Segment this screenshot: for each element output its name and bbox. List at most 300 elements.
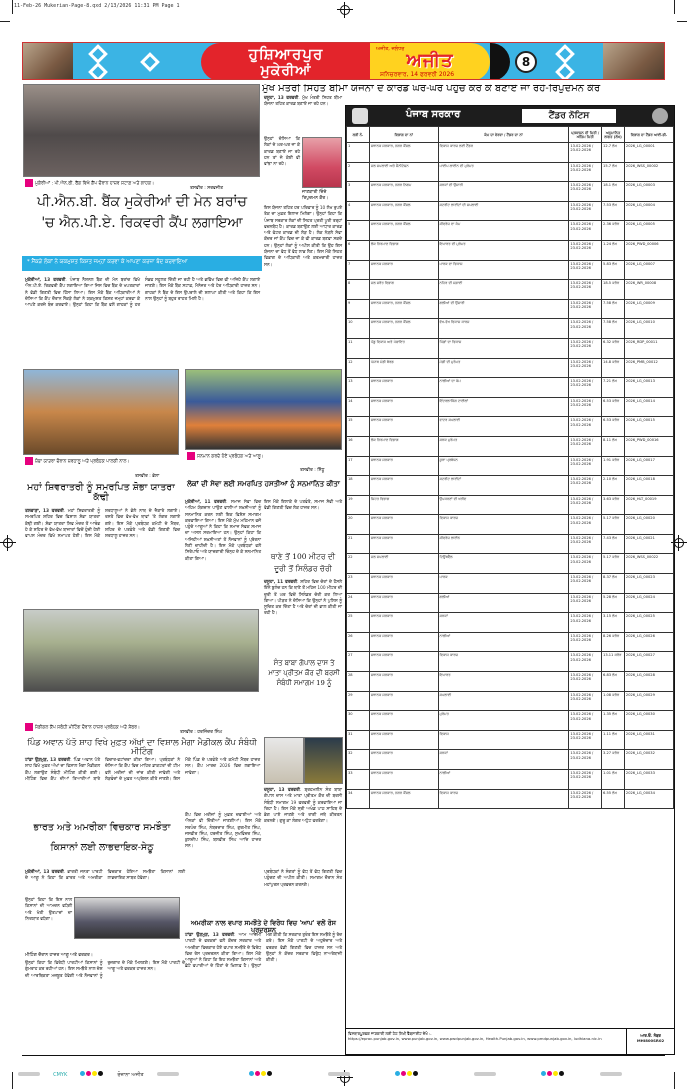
portrait-photo	[302, 137, 342, 188]
col-serial: ਲੜੀ ਨੰ.	[347, 127, 370, 143]
ro-label: ਆਰ.ਓ. ਨੰਬਰ	[640, 1033, 661, 1038]
thief-headline-line2: ਦੂਰੀ ਤੋਂ ਸਿਲੰਡਰ ਚੋਰੀ	[274, 564, 332, 573]
diamond-pattern-icon	[555, 62, 575, 80]
trade-headline-line2: ਕਿਸਾਨਾਂ ਲਈ ਲਾਭਦਾਇਕ-ਸੇਠੂ	[50, 842, 154, 853]
cell-work: ਵਿਕਾਸ	[438, 730, 569, 750]
page-number-badge: 8	[515, 51, 537, 73]
tender-notice-label: ਟੈਂਡਰ ਨੋਟਿਸ	[522, 109, 616, 123]
punjab-emblem-icon	[352, 108, 368, 124]
cell-cost: 1.91 ਕਰੋੜ	[602, 456, 625, 476]
cell-serial: 15	[347, 417, 370, 437]
cell-serial: 21	[347, 534, 370, 554]
cell-dates: 13.02.2026 / 23.02.2026	[569, 221, 602, 241]
tender-footer	[346, 1028, 674, 1054]
cell-department: ਸਥਾਨਕ ਸਰਕਾਰ, ਨਗਰ ਕੌਂਸਲ	[369, 299, 438, 319]
cell-tender-id: 2026_LG_00010	[624, 319, 673, 339]
camp-photo-caption: ਮੈਡੀਕਲ ਕੈਂਪ ਸਬੰਧੀ ਮੀਟਿੰਗ ਦੌਰਾਨ ਹਾਜ਼ਰ ਪ੍ਰਬੰਧਕ ਅਤੇ ਮੈਂਬਰ।	[25, 723, 255, 732]
black-dot-icon	[267, 1071, 272, 1076]
tender-row	[347, 240, 674, 260]
cell-work: ਪਾਈਪ ਲਾਈਨ ਦੀ ਮੁਰੰਮਤ	[438, 162, 569, 182]
cell-work: ਸਟਰੀਟ ਲਾਈਟਾਂ	[438, 476, 569, 496]
cell-serial: 12	[347, 358, 370, 378]
cell-serial: 2	[347, 162, 370, 182]
cell-tender-id: 2026_LG_00015	[624, 417, 673, 437]
tender-row	[347, 456, 674, 476]
trade-photo-caption: ਮੀਟਿੰਗ ਦੌਰਾਨ ਹਾਜ਼ਰ ਆਗੂ ਅਤੇ ਵਰਕਰ।	[25, 953, 93, 958]
tender-footer-links: https://eproc.punjab.gov.in, www.punjab.gov.in, www.pwdpunjab.gov.in, Health.Punjab.gov.in, www.pmdpunjab.gov.in, ludhiana.nic.in	[348, 1036, 602, 1041]
shivratri-photo-caption: ਸ਼ੋਭਾ ਯਾਤਰਾ ਦੌਰਾਨ ਸ਼ਰਧਾਲੂ ਅਤੇ ਪ੍ਰਬੰਧਕ ਪਾਲਕੀ ਨਾਲ।	[25, 457, 179, 466]
cell-department: ਸਥਾਨਕ ਸਰਕਾਰ, ਨਗਰ ਕੌਂਸਲ	[369, 143, 438, 163]
cell-dates: 13.02.2026 / 23.02.2026	[569, 593, 602, 613]
cell-department: ਸਥਾਨਕ ਸਰਕਾਰ	[369, 711, 438, 731]
magenta-dot-icon	[86, 1071, 91, 1076]
cell-department: ਲੋਕ ਨਿਰਮਾਣ ਵਿਭਾਗ	[369, 240, 438, 260]
cell-department: ਸਥਾਨਕ ਸਰਕਾਰ	[369, 593, 438, 613]
cell-work: ਨਾਲੀਆਂ ਦਾ ਕੰਮ	[438, 378, 569, 398]
honour-headline: ਲੋਕਾਂ ਦੀ ਸੇਵਾ ਲਈ ਸਮਰਪਿਤ ਹਸਤੀਆਂ ਨੂੰ ਸਨਮਾਨਿਤ ਕੀਤਾ	[187, 479, 340, 488]
cell-tender-id: 2026_LG_00003	[624, 182, 673, 202]
col-work: ਕੰਮ ਦਾ ਵੇਰਵਾ / ਟੈਂਡਰ ਦਾ ਨਾਂ	[438, 127, 569, 143]
cell-cost: 8.11 ਲੱਖ	[602, 436, 625, 456]
cell-serial: 4	[347, 201, 370, 221]
cell-tender-id: 2026_LG_00030	[624, 711, 673, 731]
tender-row	[347, 280, 674, 300]
pnb-photo-caption: ਮੁਕੇਰੀਆਂ : ਪੀ.ਐਨ.ਬੀ. ਬੈਂਕ ਵਿਖੇ ਕੈਂਪ ਦੌਰਾਨ ਹਾਜ਼ਰ ਸਟਾਫ਼ ਅਤੇ ਗਾਹਕ।	[25, 179, 258, 188]
tender-row	[347, 554, 674, 574]
cell-tender-id: 2026_LG_00005	[624, 221, 673, 241]
cell-cost: 6.53 ਕਰੋੜ	[602, 417, 625, 437]
tender-row	[347, 672, 674, 692]
black-dot-icon	[413, 1071, 418, 1076]
cell-department: ਸਥਾਨਕ ਸਰਕਾਰ	[369, 476, 438, 496]
cell-cost: 7.21 ਲੱਖ	[602, 378, 625, 398]
masthead-arc	[490, 43, 510, 80]
col-department: ਵਿਭਾਗ ਦਾ ਨਾਂ	[369, 127, 438, 143]
issue-date: ਸ਼ਨਿਚਰਵਾਰ, 14 ਫਰਵਰੀ 2026	[380, 71, 455, 78]
cell-cost: 18.1 ਲੱਖ	[602, 182, 625, 202]
col-dates: ਪ੍ਰਕਾਸ਼ਨ ਦੀ ਮਿਤੀ / ਅੰਤਿਮ ਮਿਤੀ	[569, 127, 602, 143]
cell-department: ਸਥਾਨਕ ਸਰਕਾਰ	[369, 515, 438, 535]
cell-tender-id: 2026_PWD_00006	[624, 240, 673, 260]
diamond-pattern-icon	[140, 52, 160, 72]
cell-tender-id: 2026_LG_00023	[624, 574, 673, 594]
cell-dates: 13.02.2026 / 23.02.2026	[569, 534, 602, 554]
cell-dates: 13.02.2026 / 23.02.2026	[569, 476, 602, 496]
cell-department: ਸਥਾਨਕ ਸਰਕਾਰ	[369, 456, 438, 476]
crop-mark	[12, 0, 13, 14]
registration-color-bar	[18, 1061, 678, 1078]
samagam-headline-line3: ਸੰਬੰਧੀ ਸਮਾਗਮ 19 ਨੂੰ	[276, 679, 332, 687]
cell-department: ਸਥਾਨਕ ਸਰਕਾਰ, ਨਗਰ ਕੌਂਸਲ	[369, 319, 438, 339]
cell-cost: 12.7 ਲੱਖ	[602, 143, 625, 163]
yellow-dot-icon	[261, 1071, 266, 1076]
cell-work: ਵਾਟਰ ਸਪਲਾਈ	[438, 417, 569, 437]
cell-serial: 9	[347, 299, 370, 319]
tender-table	[346, 126, 674, 809]
cell-work: ਸੀਵਰੇਜ ਦਾ ਕੰਮ	[438, 221, 569, 241]
cell-work: ਨਾਲੀਆਂ	[438, 632, 569, 652]
cell-dates: 13.02.2026 / 23.02.2026	[569, 436, 602, 456]
black-dot-icon	[559, 1071, 564, 1076]
tender-row	[347, 221, 674, 241]
cell-tender-id: 2026_LG_00013	[624, 378, 673, 398]
cell-serial: 32	[347, 750, 370, 770]
cell-tender-id: 2026_LG_00025	[624, 613, 673, 633]
tender-row	[347, 319, 674, 339]
cell-serial: 10	[347, 319, 370, 339]
cell-department: ਜਲ ਸਪਲਾਈ ਅਤੇ ਸੈਨੀਟੇਸ਼ਨ	[369, 162, 438, 182]
honour-body-cont: ਇਸ ਮੌਕੇ ਇਲਾਕੇ ਦੇ ਪਤਵੰਤੇ, ਸਮਾਜ ਸੇਵੀ ਅਤੇ ਵੱਡੀ ਗਿਣਤੀ ਵਿਚ ਲੋਕ ਹਾਜ਼ਰ ਸਨ।	[264, 500, 342, 512]
medical-camp-meeting-photo	[23, 609, 259, 692]
tender-row	[347, 770, 674, 790]
cell-cost: 5.28 ਲੱਖ	[602, 593, 625, 613]
tender-footer-note: ਵਿਸਥਾਰਪੂਰਵਕ ਜਾਣਕਾਰੀ ਲਈ ਹੇਠ ਲਿਖੀ ਵੈੱਬਸਾਈਟ ਦੇਖੋ :-	[348, 1031, 432, 1036]
cell-serial: 24	[347, 593, 370, 613]
cell-dates: 13.02.2026 / 23.02.2026	[569, 632, 602, 652]
cell-department: ਸਥਾਨਕ ਸਰਕਾਰ	[369, 672, 438, 692]
cell-cost: 2.10 ਲੱਖ	[602, 476, 625, 496]
cell-dates: 13.02.2026 / 23.02.2026	[569, 358, 602, 378]
cell-department: ਲੋਕ ਨਿਰਮਾਣ ਵਿਭਾਗ	[369, 436, 438, 456]
cell-work: ਵਿਕਾਸ ਕਾਰਜ	[438, 652, 569, 672]
cell-cost: 6.83 ਲੱਖ	[602, 672, 625, 692]
cell-dates: 13.02.2026 / 23.02.2026	[569, 515, 602, 535]
cell-dates: 13.02.2026 / 23.02.2026	[569, 319, 602, 339]
cell-tender-id: 2026_LG_00020	[624, 515, 673, 535]
caption-marker	[25, 179, 33, 187]
cell-tender-id: 2026_LG_00024	[624, 593, 673, 613]
cell-tender-id: 2026_LG_00026	[624, 632, 673, 652]
cell-cost: 1.35 ਲੱਖ	[602, 711, 625, 731]
masthead-brand-block	[370, 43, 490, 80]
city-name-line1: ਹੁਸ਼ਿਆਰਪੁਰ	[248, 45, 324, 63]
print-slug: 11-Feb-26 Mukerian-Page-8.qxd 2/13/2026 11:31 PM Page 1	[14, 3, 180, 9]
shivratri-body: ਤਲਵਾੜਾ, 13 ਫਰਵਰੀ. ਮਹਾਂ ਸ਼ਿਵਰਾਤਰੀ ਨੂੰ ਸਮਰਪਿਤ ਸ਼ਹਿਰ ਵਿਚ ਵਿਸ਼ਾਲ ਸ਼ੋਭਾ ਯਾਤਰਾ ਕੱਢੀ ਗਈ। ਸ਼ੋਭਾ ਯਾਤਰਾ ਸ਼ਿਵ ਮੰਦਰ ਤੋਂ ਆਰੰਭ ਹੋ ਕੇ ਸ਼ਹਿਰ ਦੇ ਵੱਖ-ਵੱਖ ਬਾਜ਼ਾਰਾਂ ਵਿਚੋਂ ਹੁੰਦੀ ਹੋਈ ਵਾਪਸ ਮੰਦਰ ਵਿਖੇ ਸਮਾਪਤ ਹੋਈ। ਇਸ ਮੌਕੇ ਸ਼ਰਧਾਲੂਆਂ ਨੇ ਭੋਲੇ ਨਾਥ ਦੇ ਜੈਕਾਰੇ ਲਗਾਏ। ਰਸਤੇ ਵਿਚ ਵੱਖ-ਵੱਖ ਥਾਵਾਂ 'ਤੇ ਲੰਗਰ ਲਗਾਏ ਗਏ। ਇਸ ਮੌਕੇ ਪ੍ਰਬੰਧਕ ਕਮੇਟੀ ਦੇ ਮੈਂਬਰ, ਸ਼ਹਿਰ ਦੇ ਪਤਵੰਤੇ ਅਤੇ ਵੱਡੀ ਗਿਣਤੀ ਵਿਚ ਸ਼ਰਧਾਲੂ ਹਾਜ਼ਰ ਸਨ।	[25, 509, 180, 540]
cell-work: ਸੜਕਾਂ ਦੀ ਉਸਾਰੀ	[438, 182, 569, 202]
tender-row	[347, 515, 674, 535]
camp-photo-credit: ਤਸਵੀਰ : ਹਰਜਿੰਦਰ ਸਿੰਘ	[180, 730, 223, 735]
shivratri-headline: ਮਹਾਂ ਸ਼ਿਵਰਾਤਰੀ ਨੂੰ ਸਮਰਪਿਤ ਸ਼ੋਭਾ ਯਾਤਰਾ ਕੱਢੀ	[27, 482, 175, 503]
magenta-dot-icon	[255, 1071, 260, 1076]
portrait-photo-man	[264, 737, 304, 784]
registration-mark-icon	[0, 535, 16, 551]
cell-dates: 13.02.2026 / 23.02.2026	[569, 162, 602, 182]
honour-photo-caption: ਸਨਮਾਨ ਕਰਦੇ ਹੋਏ ਪ੍ਰਬੰਧਕ ਅਤੇ ਆਗੂ।	[187, 452, 342, 461]
tender-ro-box	[626, 1029, 674, 1054]
tender-row	[347, 201, 674, 221]
aap-headline: ਅਮਰੀਕਾ ਨਾਲ ਵਪਾਰ ਸਮਝੌਤੇ ਦੇ ਵਿਰੋਧ ਵਿਚ 'ਆਪ' ਵਲੋਂ ਰੋਸ ਪ੍ਰਦਰਸ਼ਨ	[190, 919, 337, 934]
tender-row	[347, 789, 674, 809]
black-dot-icon	[98, 1071, 103, 1076]
cell-department: ਸਥਾਨਕ ਸਰਕਾਰ	[369, 260, 438, 280]
cell-tender-id: 2026_LG_00014	[624, 397, 673, 417]
cell-work: ਸੜਕਾਂ	[438, 613, 569, 633]
cell-work: ਕੂੜਾ ਪ੍ਰਬੰਧਨ	[438, 456, 569, 476]
tender-row	[347, 750, 674, 770]
cell-tender-id: 2026_LG_00028	[624, 672, 673, 692]
aap-body: ਟਾਂਡਾ ਉੜਮੁੜ, 13 ਫਰਵਰੀ. ਆਮ ਆਦਮੀ ਪਾਰਟੀ ਦੇ ਵਰਕਰਾਂ ਵਲੋਂ ਕੇਂਦਰ ਸਰਕਾਰ ਅਤੇ ਅਮਰੀਕਾ ਵਿਚਕਾਰ ਹੋਏ ਵਪਾਰ ਸਮਝੌਤੇ ਦੇ ਵਿਰੋਧ ਵਿਚ ਰੋਸ ਪ੍ਰਦਰਸ਼ਨ ਕੀਤਾ ਗਿਆ। ਇਸ ਮੌਕੇ ਆਗੂਆਂ ਨੇ ਕਿਹਾ ਕਿ ਇਹ ਸਮਝੌਤਾ ਕਿਸਾਨਾਂ ਅਤੇ ਛੋਟੇ ਵਪਾਰੀਆਂ ਦੇ ਹਿੱਤਾਂ ਦੇ ਖ਼ਿਲਾਫ਼ ਹੈ। ਉਨ੍ਹਾਂ ਮੰਗ ਕੀਤੀ ਕਿ ਸਰਕਾਰ ਤੁਰੰਤ ਇਸ ਸਮਝੌਤੇ ਨੂੰ ਰੱਦ ਕਰੇ। ਇਸ ਮੌਕੇ ਪਾਰਟੀ ਦੇ ਅਹੁਦੇਦਾਰ ਅਤੇ ਵਰਕਰ ਵੱਡੀ ਗਿਣਤੀ ਵਿਚ ਹਾਜ਼ਰ ਸਨ ਅਤੇ ਉਨ੍ਹਾਂ ਨੇ ਕੇਂਦਰ ਸਰਕਾਰ ਵਿਰੁੱਧ ਨਾਅਰੇਬਾਜ਼ੀ ਕੀਤੀ।	[185, 933, 342, 970]
tender-row	[347, 495, 674, 515]
cell-cost: 18.5 ਕਰੋੜ	[602, 280, 625, 300]
tender-issuer: ਪੰਜਾਬ ਸਰਕਾਰ	[406, 109, 461, 120]
ro-code: MHI800SR02	[636, 1038, 665, 1043]
paper-label: ਰੋਜ਼ਾਨਾ ਅਜੀਤ	[117, 1072, 144, 1078]
diamond-pattern-icon	[88, 44, 108, 64]
cell-tender-id: 2026_LG_00009	[624, 299, 673, 319]
cell-work: ਸੀਵਰੇਜ ਲਾਈਨ	[438, 534, 569, 554]
honour-photo-credit: ਤਸਵੀਰ : ਸਿੱਧੂ	[300, 468, 325, 473]
cell-work: ਸੜਕਾਂ	[438, 750, 569, 770]
cell-serial: 14	[347, 397, 370, 417]
tender-row	[347, 534, 674, 554]
cell-serial: 26	[347, 632, 370, 652]
cell-tender-id: 2026_WSS_00002	[624, 162, 673, 182]
cell-cost: 6.55 ਲੱਖ	[602, 789, 625, 809]
cell-tender-id: 2026_LG_00017	[624, 456, 673, 476]
portrait-photo-woman	[304, 737, 343, 784]
cell-cost: 14.8 ਕਰੋੜ	[602, 358, 625, 378]
cell-tender-id: 2026_LG_00007	[624, 260, 673, 280]
cell-work: ਉਪਕਰਣਾਂ ਦੀ ਖਰੀਦ	[438, 495, 569, 515]
cell-dates: 13.02.2026 / 23.02.2026	[569, 691, 602, 711]
yellow-dot-icon	[92, 1071, 97, 1076]
newspaper-logo: ਅਜੀਤ	[406, 50, 454, 71]
tender-notice	[345, 105, 675, 1055]
cell-work: ਵੱਖ-ਵੱਖ ਵਿਕਾਸ ਕਾਰਜ	[438, 319, 569, 339]
cell-work: ਮੁਰੰਮਤ	[438, 711, 569, 731]
tender-table-header	[347, 127, 674, 143]
cell-dates: 13.02.2026 / 23.02.2026	[569, 789, 602, 809]
cell-serial: 5	[347, 221, 370, 241]
cell-work: ਵਿਕਾਸ ਕਾਰਜ ਲਈ ਟੈਂਡਰ	[438, 143, 569, 163]
cyan-dot-icon	[249, 1071, 254, 1076]
cell-department: ਸਥਾਨਕ ਸਰਕਾਰ	[369, 534, 438, 554]
camp-body-cont: ਕੈਂਪ ਵਿਚ ਮਰੀਜ਼ਾਂ ਨੂੰ ਮੁਫ਼ਤ ਦਵਾਈਆਂ ਅਤੇ ਐਨਕਾਂ ਵੀ ਦਿੱਤੀਆਂ ਜਾਣਗੀਆਂ। ਇਸ ਮੌਕੇ ਸਰਪੰਚ ਸਿੰਘ, ਨੰਬਰਦਾਰ ਸਿੰਘ, ਗੁਰਮੀਤ ਸਿੰਘ, ਜਸਵੀਰ ਸਿੰਘ, ਹਰਜੀਤ ਸਿੰਘ, ਸੁਖਵਿੰਦਰ ਸਿੰਘ, ਕੁਲਦੀਪ ਸਿੰਘ, ਬਲਵੀਰ ਸਿੰਘ ਆਦਿ ਹਾਜ਼ਰ ਸਨ।	[185, 813, 261, 850]
cell-department: ਪੇਂਡੂ ਵਿਕਾਸ ਅਤੇ ਪੰਚਾਇਤ	[369, 338, 438, 358]
cell-serial: 7	[347, 260, 370, 280]
caption-marker	[25, 457, 33, 465]
cell-cost: 6.32 ਕਰੋੜ	[602, 338, 625, 358]
cell-dates: 13.02.2026 / 23.02.2026	[569, 240, 602, 260]
cell-cost: 1.08 ਕਰੋੜ	[602, 691, 625, 711]
cell-tender-id: 2026_LG_00027	[624, 652, 673, 672]
crop-mark	[677, 21, 687, 22]
cell-dates: 13.02.2026 / 23.02.2026	[569, 417, 602, 437]
cell-department: ਸਥਾਨਕ ਸਰਕਾਰ	[369, 574, 438, 594]
cell-department: ਸਿਹਤ ਵਿਭਾਗ	[369, 495, 438, 515]
cell-work: ਇਮਾਰਤ	[438, 672, 569, 692]
cell-department: ਸਥਾਨਕ ਸਰਕਾਰ	[369, 417, 438, 437]
cell-work: ਵਿਕਾਸ ਕਾਰਜ	[438, 789, 569, 809]
samagam-body-cont: ਪ੍ਰਬੰਧਕਾਂ ਨੇ ਸੰਗਤਾਂ ਨੂੰ ਵੱਧ ਤੋਂ ਵੱਧ ਗਿਣਤੀ ਵਿਚ ਪਹੁੰਚਣ ਦੀ ਅਪੀਲ ਕੀਤੀ। ਸਮਾਗਮ ਦੌਰਾਨ ਸੰਤ ਮਹਾਂਪੁਰਸ਼ ਪ੍ਰਵਚਨ ਕਰਨਗੇ।	[264, 870, 342, 888]
cell-serial: 33	[347, 770, 370, 790]
tender-row	[347, 632, 674, 652]
cell-serial: 25	[347, 613, 370, 633]
cell-cost: 8.26 ਕਰੋੜ	[602, 632, 625, 652]
crop-mark	[674, 0, 675, 14]
honour-body: ਮੁਕੇਰੀਆਂ, 11 ਫਰਵਰੀ. ਸਮਾਜ ਸੇਵਾ ਵਿਚ ਅਹਿਮ ਯੋਗਦਾਨ ਪਾਉਣ ਵਾਲੀਆਂ ਸ਼ਖ਼ਸੀਅਤਾਂ ਨੂੰ ਸਨਮਾਨਿਤ ਕਰਨ ਲਈ ਇਕ ਵਿਸ਼ੇਸ਼ ਸਮਾਗਮ ਕਰਵਾਇਆ ਗਿਆ। ਇਸ ਮੌਕੇ ਮੁੱਖ ਮਹਿਮਾਨ ਵਜੋਂ ਪਹੁੰਚੇ ਆਗੂਆਂ ਨੇ ਕਿਹਾ ਕਿ ਸਮਾਜ ਸੇਵਕ ਸਮਾਜ ਦਾ ਅਸਲ ਸਰਮਾਇਆ ਹਨ। ਉਨ੍ਹਾਂ ਕਿਹਾ ਕਿ ਅਜਿਹੀਆਂ ਸ਼ਖ਼ਸੀਅਤਾਂ ਤੋਂ ਨੌਜਵਾਨਾਂ ਨੂੰ ਪ੍ਰੇਰਨਾ ਲੈਣੀ ਚਾਹੀਦੀ ਹੈ। ਇਸ ਮੌਕੇ ਪ੍ਰਬੰਧਕਾਂ ਵਲੋਂ ਸਿਰੋਪਾਓ ਅਤੇ ਯਾਦਗਾਰੀ ਚਿੰਨ੍ਹ ਦੇ ਕੇ ਸਨਮਾਨਿਤ ਕੀਤਾ ਗਿਆ।	[185, 500, 262, 562]
tender-row	[347, 417, 674, 437]
tender-row	[347, 613, 674, 633]
pnb-headline-line2: 'ਚ ਐਨ.ਪੀ.ਏ. ਰਿਕਵਰੀ ਕੈਂਪ ਲਗਾਇਆ	[41, 215, 243, 231]
tender-row	[347, 730, 674, 750]
tender-row	[347, 574, 674, 594]
cyan-dot-icon	[80, 1071, 85, 1076]
pnb-headline-line1: ਪੀ.ਐਨ.ਬੀ. ਬੈਂਕ ਮੁਕੇਰੀਆਂ ਦੀ ਮੇਨ ਬਰਾਂਚ	[36, 194, 247, 210]
cell-work: ਗਲੀਆਂ	[438, 593, 569, 613]
cell-work: ਇੰਟਰਲਾਕਿੰਗ ਟਾਈਲਾਂ	[438, 397, 569, 417]
cell-dates: 13.02.2026 / 23.02.2026	[569, 397, 602, 417]
diamond-pattern-icon	[555, 44, 575, 64]
crop-mark	[0, 21, 10, 22]
cell-tender-id: 2026_LG_00031	[624, 730, 673, 750]
cell-cost: 7.58 ਲੱਖ	[602, 299, 625, 319]
tender-row	[347, 711, 674, 731]
pnb-camp-photo	[23, 84, 260, 177]
cell-tender-id: 2026_LG_00029	[624, 691, 673, 711]
cell-serial: 27	[347, 652, 370, 672]
cell-department: ਸਥਾਨਕ ਸਰਕਾਰ	[369, 730, 438, 750]
cell-dates: 13.02.2026 / 23.02.2026	[569, 260, 602, 280]
health-body: ਇਸ ਯੋਜਨਾ ਤਹਿਤ ਹਰ ਪਰਿਵਾਰ ਨੂੰ 10 ਲੱਖ ਰੁਪਏ ਤੱਕ ਦਾ ਮੁਫ਼ਤ ਇਲਾਜ ਮਿਲੇਗਾ। ਉਨ੍ਹਾਂ ਕਿਹਾ ਕਿ ਪੰਜਾਬ ਸਰਕਾਰ ਲੋਕਾਂ ਦੀ ਸਿਹਤ ਪ੍ਰਤੀ ਪੂਰੀ ਤਰ੍ਹਾਂ ਵਚਨਬੱਧ ਹੈ। ਕਾਰਡ ਬਣਾਉਣ ਲਈ ਆਧਾਰ ਕਾਰਡ ਅਤੇ ਵੋਟਰ ਕਾਰਡ ਦੀ ਲੋੜ ਹੈ। ਲੋਕ ਨੇੜਲੇ ਸੇਵਾ ਕੇਂਦਰ ਜਾਂ ਕੈਂਪ ਵਿਚ ਜਾ ਕੇ ਵੀ ਕਾਰਡ ਬਣਵਾ ਸਕਦੇ ਹਨ। ਉਨ੍ਹਾਂ ਲੋਕਾਂ ਨੂੰ ਅਪੀਲ ਕੀਤੀ ਕਿ ਉਹ ਇਸ ਯੋਜਨਾ ਦਾ ਵੱਧ ਤੋਂ ਵੱਧ ਲਾਭ ਲੈਣ। ਇਸ ਮੌਕੇ ਸਿਹਤ ਵਿਭਾਗ ਦੇ ਅਧਿਕਾਰੀ ਅਤੇ ਕਰਮਚਾਰੀ ਹਾਜ਼ਰ ਸਨ।	[264, 206, 342, 268]
cmyk-label: CMYK	[53, 1072, 68, 1078]
cell-tender-id: 2026_RDP_00011	[624, 338, 673, 358]
cell-work: ਪਿੰਡਾਂ ਦਾ ਵਿਕਾਸ	[438, 338, 569, 358]
cell-dates: 13.02.2026 / 23.02.2026	[569, 378, 602, 398]
tender-row	[347, 378, 674, 398]
magenta-dot-icon	[547, 1071, 552, 1076]
cell-department: ਸਥਾਨਕ ਸਰਕਾਰ	[369, 691, 438, 711]
cell-serial: 20	[347, 515, 370, 535]
cell-department: ਸਥਾਨਕ ਸਰਕਾਰ	[369, 652, 438, 672]
cell-department: ਜਲ ਸਰੋਤ ਵਿਭਾਗ	[369, 280, 438, 300]
city-name-line2: ਮੁਕੇਰੀਆਂ	[260, 63, 312, 79]
tender-row	[347, 691, 674, 711]
cell-tender-id: 2026_WSS_00022	[624, 554, 673, 574]
magenta-dot-icon	[401, 1071, 406, 1076]
cell-tender-id: 2026_LG_00033	[624, 770, 673, 790]
camp-headline: ਪਿੰਡ ਅਵਾਨ ਪੱਤੋ ਸ਼ਾਹ ਵਿਖੇ ਮੁਫ਼ਤ ਅੱਖਾਂ ਦਾ ਵਿਸ਼ਾਲ ਮੈਗਾ ਮੈਡੀਕਲ ਕੈਂਪ ਸੰਬੰਧੀ ਮੀਟਿੰਗ	[27, 737, 257, 756]
cell-dates: 13.02.2026 / 23.02.2026	[569, 730, 602, 750]
cell-tender-id: 2026_LG_00034	[624, 789, 673, 809]
samagam-headline-line1: ਸੰਤ ਬਾਬਾ ਗੋਪਾਲ ਦਾਸ ਤੇ	[273, 659, 335, 667]
cell-dates: 13.02.2026 / 23.02.2026	[569, 750, 602, 770]
samagam-body: ਦਸੂਹਾ, 13 ਫਰਵਰੀ. ਬ੍ਰਹਮਲੀਨ ਸੰਤ ਬਾਬਾ ਗੋਪਾਲ ਦਾਸ ਅਤੇ ਮਾਤਾ ਪ੍ਰੀਤਮ ਕੌਰ ਦੀ ਬਰਸੀ ਸੰਬੰਧੀ ਸਮਾਗਮ 19 ਫਰਵਰੀ ਨੂੰ ਕਰਵਾਇਆ ਜਾ ਰਿਹਾ ਹੈ। ਇਸ ਮੌਕੇ ਸ੍ਰੀ ਅਖੰਡ ਪਾਠ ਸਾਹਿਬ ਦੇ ਭੋਗ ਪਾਏ ਜਾਣਗੇ ਅਤੇ ਰਾਗੀ ਜਥੇ ਕੀਰਤਨ ਕਰਨਗੇ। ਗੁਰੂ ਕਾ ਲੰਗਰ ਅਟੁੱਟ ਵਰਤੇਗਾ।	[264, 788, 343, 825]
cell-cost: 1.24 ਲੱਖ	[602, 240, 625, 260]
pnb-body: ਮੁਕੇਰੀਆਂ, 13 ਫਰਵਰੀ. ਪੰਜਾਬ ਨੈਸ਼ਨਲ ਬੈਂਕ ਦੀ ਮੇਨ ਬਰਾਂਚ ਵਿਖੇ ਐਨ.ਪੀ.ਏ. ਰਿਕਵਰੀ ਕੈਂਪ ਲਗਾਇਆ ਗਿਆ ਜਿਸ ਵਿਚ ਬੈਂਕ ਦੇ ਖਪਤਕਾਰਾਂ ਨੇ ਵੱਡੀ ਗਿਣਤੀ ਵਿਚ ਹਿੱਸਾ ਲਿਆ। ਇਸ ਮੌਕੇ ਬੈਂਕ ਅਧਿਕਾਰੀਆਂ ਨੇ ਦੱਸਿਆ ਕਿ ਕੈਂਪ ਦੌਰਾਨ ਸੈਂਕੜੇ ਲੋਕਾਂ ਨੇ ਯਕਮੁਸ਼ਤ ਕਿਸ਼ਤ ਜਮ੍ਹਾਂ ਕਰਵਾ ਕੇ ਆਪਣੇ ਕਰਜ਼ੇ ਬੰਦ ਕਰਵਾਏ। ਉਨ੍ਹਾਂ ਕਿਹਾ ਕਿ ਬੈਂਕ ਵਲੋਂ ਗਾਹਕਾਂ ਨੂੰ ਹਰ ਸੰਭਵ ਸਹੂਲਤ ਦਿੱਤੀ ਜਾ ਰਹੀ ਹੈ ਅਤੇ ਭਵਿੱਖ ਵਿਚ ਵੀ ਅਜਿਹੇ ਕੈਂਪ ਲਗਾਏ ਜਾਣਗੇ। ਇਸ ਮੌਕੇ ਬੈਂਕ ਸਟਾਫ਼, ਮੈਨੇਜਰ ਅਤੇ ਹੋਰ ਅਧਿਕਾਰੀ ਹਾਜ਼ਰ ਸਨ। ਗਾਹਕਾਂ ਨੇ ਬੈਂਕ ਦੇ ਇਸ ਉਪਰਾਲੇ ਦੀ ਸ਼ਲਾਘਾ ਕੀਤੀ ਅਤੇ ਕਿਹਾ ਕਿ ਇਸ ਨਾਲ ਉਨ੍ਹਾਂ ਨੂੰ ਬਹੁਤ ਰਾਹਤ ਮਿਲੀ ਹੈ।	[25, 278, 260, 309]
yellow-dot-icon	[553, 1071, 558, 1076]
tender-row	[347, 358, 674, 378]
cell-cost: 2.36 ਕਰੋੜ	[602, 221, 625, 241]
cell-tender-id: 2026_LG_00001	[624, 143, 673, 163]
cell-cost: 7.53 ਲੱਖ	[602, 201, 625, 221]
cell-serial: 3	[347, 182, 370, 202]
pnb-subhead: * ਸੈਂਕੜੇ ਲੋਕਾਂ ਨੇ ਯਕਮੁਸ਼ਤ ਕਿਸ਼ਤ ਜਮ੍ਹਾਂ ਕਰਵਾ ਕੇ ਆਪਣਾ ਕਰਜ਼ਾ ਬੰਦ ਕਰਵਾਇਆ	[22, 256, 262, 271]
cell-cost: 5.83 ਲੱਖ	[602, 260, 625, 280]
cell-department: ਸਥਾਨਕ ਸਰਕਾਰ, ਨਗਰ ਕੌਂਸਲ	[369, 221, 438, 241]
cell-work: ਨਾਲੀਆਂ	[438, 770, 569, 790]
tender-row	[347, 182, 674, 202]
cell-department: ਸਥਾਨਕ ਸਰਕਾਰ	[369, 613, 438, 633]
tender-row	[347, 162, 674, 182]
cell-work: ਸਟਰੀਟ ਲਾਈਟਾਂ ਦੀ ਸਪਲਾਈ	[438, 201, 569, 221]
caption-marker	[25, 723, 33, 731]
cell-work: ਇਮਾਰਤ ਦੀ ਮੁਰੰਮਤ	[438, 240, 569, 260]
cell-tender-id: 2026_LG_00021	[624, 534, 673, 554]
cell-department: ਸਥਾਨਕ ਸਰਕਾਰ	[369, 632, 438, 652]
cell-dates: 13.02.2026 / 23.02.2026	[569, 711, 602, 731]
cell-tender-id: 2026_PMB_00012	[624, 358, 673, 378]
cell-dates: 13.02.2026 / 23.02.2026	[569, 456, 602, 476]
cell-work: ਮੰਡੀ ਦੀ ਮੁਰੰਮਤ	[438, 358, 569, 378]
cell-dates: 13.02.2026 / 23.02.2026	[569, 613, 602, 633]
cell-dates: 13.02.2026 / 23.02.2026	[569, 280, 602, 300]
cell-serial: 30	[347, 711, 370, 731]
masthead-city-block	[201, 43, 371, 80]
trade-body: ਉਨ੍ਹਾਂ ਕਿਹਾ ਕਿ ਵਿਰੋਧੀ ਪਾਰਟੀਆਂ ਕਿਸਾਨਾਂ ਨੂੰ ਗੁੰਮਰਾਹ ਕਰ ਰਹੀਆਂ ਹਨ। ਇਸ ਸਮਝੌਤੇ ਨਾਲ ਦੇਸ਼ ਦੀ ਆਰਥਿਕਤਾ ਮਜ਼ਬੂਤ ਹੋਵੇਗੀ ਅਤੇ ਨੌਜਵਾਨਾਂ ਨੂੰ ਰੁਜ਼ਗਾਰ ਦੇ ਮੌਕੇ ਮਿਲਣਗੇ। ਇਸ ਮੌਕੇ ਪਾਰਟੀ ਦੇ ਆਗੂ ਅਤੇ ਵਰਕਰ ਹਾਜ਼ਰ ਸਨ।	[25, 961, 185, 979]
cell-dates: 13.02.2026 / 23.02.2026	[569, 338, 602, 358]
cell-cost: 3.27 ਕਰੋੜ	[602, 750, 625, 770]
cell-serial: 19	[347, 495, 370, 515]
cell-cost: 15.7 ਲੱਖ	[602, 162, 625, 182]
honour-ceremony-photo	[185, 369, 342, 450]
cell-cost: 13.11 ਕਰੋੜ	[602, 652, 625, 672]
cell-serial: 17	[347, 456, 370, 476]
cell-dates: 13.02.2026 / 23.02.2026	[569, 182, 602, 202]
cell-department: ਸਥਾਨਕ ਸਰਕਾਰ, ਨਗਰ ਕੌਂਸਲ	[369, 201, 438, 221]
cell-department: ਸਥਾਨਕ ਸਰਕਾਰ, ਨਗਰ ਕੌਂਸਲ	[369, 789, 438, 809]
cell-cost: 3.63 ਕਰੋੜ	[602, 495, 625, 515]
cell-cost: 7.43 ਲੱਖ	[602, 534, 625, 554]
cell-cost: 8.37 ਲੱਖ	[602, 574, 625, 594]
cell-dates: 13.02.2026 / 23.02.2026	[569, 554, 602, 574]
edition-label: ਅਜੀਤ, ਜਲੰਧਰ	[376, 46, 405, 52]
col-cost: ਅਨੁਮਾਨਿਤ ਲਾਗਤ (ਲੱਖ)	[602, 127, 625, 143]
cell-department: ਸਥਾਨਕ ਸਰਕਾਰ	[369, 750, 438, 770]
cell-dates: 13.02.2026 / 23.02.2026	[569, 143, 602, 163]
cell-cost: 7.58 ਲੱਖ	[602, 319, 625, 339]
cell-work: ਸਪਲਾਈ	[438, 691, 569, 711]
cell-dates: 13.02.2026 / 23.02.2026	[569, 495, 602, 515]
health-body-left: ਉਨ੍ਹਾਂ ਦੱਸਿਆ ਕਿ ਲੋਕਾਂ ਦੇ ਘਰ-ਘਰ ਜਾ ਕੇ ਕਾਰਡ ਬਣਾਏ ਜਾ ਰਹੇ ਹਨ ਤਾਂ ਜੋ ਕੋਈ ਵੀ ਵਾਂਝਾ ਨਾ ਰਹੇ।	[264, 137, 300, 168]
cell-cost: 5.17 ਕਰੋੜ	[602, 554, 625, 574]
shivratri-photo-credit: ਤਸਵੀਰ : ਭੋਲਾ	[135, 474, 160, 479]
trade-body-left: ਉਨ੍ਹਾਂ ਕਿਹਾ ਕਿ ਇਸ ਨਾਲ ਕਿਸਾਨਾਂ ਦੀ ਆਮਦਨ ਵਧੇਗੀ ਅਤੇ ਖੇਤੀ ਉਤਪਾਦਾਂ ਦਾ ਨਿਰਯਾਤ ਵਧੇਗਾ।	[25, 898, 72, 922]
cell-cost: 6.53 ਕਰੋੜ	[602, 397, 625, 417]
cell-serial: 1	[347, 143, 370, 163]
cell-serial: 29	[347, 691, 370, 711]
page-bottom-rule	[22, 1055, 665, 1056]
top-headline: ਮੁੱਖ ਮੰਤਰੀ ਸਿਹਤ ਬੀਮਾ ਯੋਜਨਾ ਦੇ ਕਾਰਡ ਘਰ-ਘਰ ਪਹੁੰਚ ਕਰ ਕੇ ਬਣਾਏ ਜਾ ਰਹੇ-ਰਿਪੁਦਮਨ ਕੌਰ	[262, 84, 601, 94]
cyan-dot-icon	[395, 1071, 400, 1076]
department-logo-icon	[652, 108, 668, 124]
cell-work: ਟਿਊਬਵੈੱਲ	[438, 554, 569, 574]
cell-dates: 13.02.2026 / 23.02.2026	[569, 770, 602, 790]
col-tender-id: ਵਿਭਾਗ ਦਾ ਟੈਂਡਰ ਆਈ.ਡੀ.	[624, 127, 673, 143]
cell-serial: 11	[347, 338, 370, 358]
cell-cost: 1.11 ਲੱਖ	[602, 730, 625, 750]
cell-department: ਸਥਾਨਕ ਸਰਕਾਰ	[369, 397, 438, 417]
tender-header	[346, 106, 674, 126]
cell-dates: 13.02.2026 / 23.02.2026	[569, 574, 602, 594]
masthead-photo-left	[23, 43, 73, 80]
tender-row	[347, 436, 674, 456]
cell-work: ਵਿਕਾਸ ਕਾਰਜ	[438, 515, 569, 535]
cell-department: ਜਲ ਸਪਲਾਈ	[369, 554, 438, 574]
cell-dates: 13.02.2026 / 23.02.2026	[569, 299, 602, 319]
crop-mark	[12, 1072, 13, 1089]
cell-work: ਗਲੀਆਂ ਦੀ ਉਸਾਰੀ	[438, 299, 569, 319]
